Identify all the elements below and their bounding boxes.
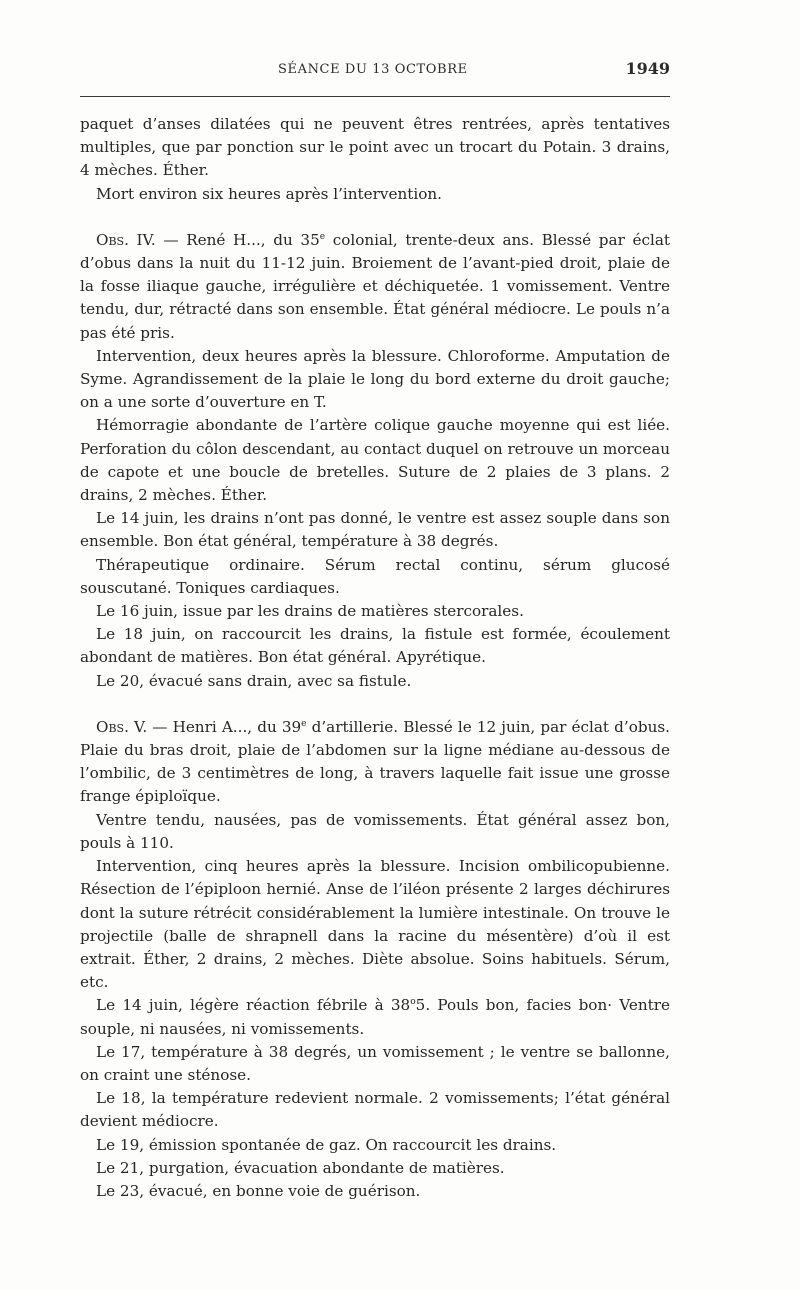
paragraph-text: 5. Pouls bon, facies bon· Ventre souple, ni nausées, ni vomissements. — [80, 996, 670, 1038]
paragraph: Hémorragie abondante de l’artère colique gauche moyenne qui est liée. Perforation du côlon descendant, au contact duquel on retrouve un morceau de capote et une boucle de bretelles. Suture de 2 plaies de 3 plans. 2 drains, 2 mèches. Éther. — [80, 416, 670, 505]
paragraph: Le 20, évacué sans drain, avec sa fistule. — [96, 671, 412, 690]
paragraph: Intervention, deux heures après la blessure. Chloroforme. Amputation de Syme. Agrandissement de la plaie le long du bord externe du droit gauche; on a une sorte d’ouverture en T. — [80, 346, 670, 412]
header-title: SÉANCE DU 13 OCTOBRE — [278, 62, 468, 77]
paragraph-text: — Henri A..., du 39 — [147, 717, 302, 736]
paragraph: Le 18 juin, on raccourcit les drains, la fistule est formée, écoulement abondant de matières. Bon état général. Apyrétique. — [80, 625, 670, 667]
section-gap — [80, 693, 670, 716]
paragraph: Ventre tendu, nausées, pas de vomissements. État général assez bon, pouls à 110. — [80, 810, 670, 852]
paragraph-text: d’artillerie. Blessé le 12 juin, par éclat d’obus. Plaie du bras droit, plaie de l’abdomen sur la ligne médiane au-dessous de l’ombilic, de 3 centimètres de long, à travers laquelle fait issue une grosse frange épiploïque. — [80, 717, 670, 806]
header-rule — [80, 96, 670, 97]
superscript: e — [301, 718, 307, 729]
section-gap — [80, 206, 670, 229]
obs-label: Obs. V. — [96, 717, 148, 736]
paragraph: Le 18, la température redevient normale. 2 vomissements; l’état général devient médiocre. — [80, 1089, 670, 1131]
body-text — [80, 113, 670, 1203]
paragraph — [80, 994, 670, 1040]
paragraph: Le 14 juin, les drains n’ont pas donné, le ventre est assez souple dans son ensemble. Bon état général, température à 38 degrés. — [80, 509, 670, 551]
paragraph: Le 16 juin, issue par les drains de matières stercorales. — [96, 602, 524, 621]
paragraph-text: Le 14 juin, légère réaction fébrile à 38 — [96, 996, 411, 1015]
paragraph-text: colonial, trente-deux ans. Blessé par éclat d’obus dans la nuit du 11-12 juin. Broiement de l’avant-pied droit, plaie de la fosse iliaque gauche, irrégulière et déchiquetée. 1 vomissement. Ventre tendu, dur, rétracté dans son ensemble. État général médiocre. Le pouls n’a pas été pris. — [80, 230, 670, 342]
page-number: 1949 — [625, 59, 670, 78]
paragraph: Le 23, évacué, en bonne voie de guérison. — [96, 1181, 421, 1200]
obs-label: Obs. IV. — [96, 230, 156, 249]
superscript: o — [410, 997, 416, 1008]
paragraph: Le 17, température à 38 degrés, un vomissement ; le ventre se ballonne, on craint une sténose. — [80, 1042, 670, 1084]
paragraph: Mort environ six heures après l’intervention. — [96, 184, 442, 203]
running-header — [80, 58, 670, 84]
paragraph-text: — René H..., du 35 — [155, 230, 320, 249]
paragraph: paquet d’anses dilatées qui ne peuvent êtres rentrées, après tentatives multiples, que par ponction sur le point avec un trocart du Potain. 3 drains, 4 mèches. Éther. — [80, 115, 670, 180]
observation-iv — [80, 229, 670, 345]
paragraph: Intervention, cinq heures après la blessure. Incision ombilicopubienne. Résection de l’épiploon hernié. Anse de l’iléon présente 2 larges déchirures dont la suture rétrécit considérablement la lumière intestinale. On trouve le projectile (balle de shrapnell dans la racine du mésentère) d’où il est extrait. Éther, 2 drains, 2 mèches. Diète absolue. Soins habituels. Sérum, etc. — [80, 857, 670, 992]
paragraph: Le 19, émission spontanée de gaz. On raccourcit les drains. — [96, 1135, 557, 1154]
paragraph: Le 21, purgation, évacuation abondante de matières. — [96, 1158, 505, 1177]
observation-v — [80, 716, 670, 809]
superscript: e — [319, 231, 326, 242]
paragraph: Thérapeutique ordinaire. Sérum rectal continu, sérum glucosé souscutané. Toniques cardiaques. — [80, 555, 670, 597]
